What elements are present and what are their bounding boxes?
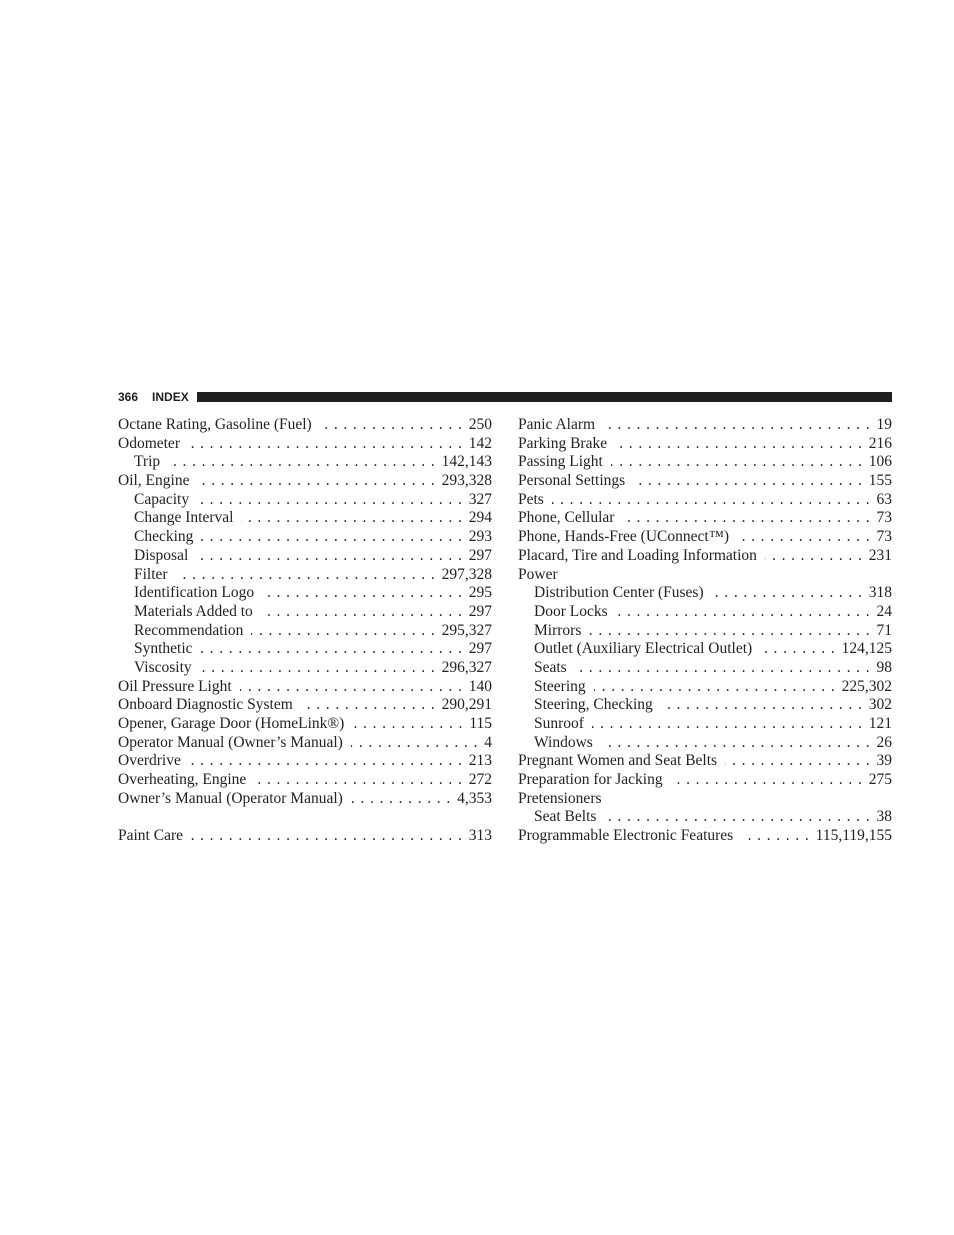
entry-label: Windows (534, 733, 593, 751)
entry-page-ref: 295 (468, 584, 492, 602)
dot-leader (352, 715, 463, 734)
entry-label: Steering (534, 677, 586, 695)
entry-label: Mirrors (534, 621, 582, 639)
dot-leader (251, 622, 435, 641)
dot-leader (351, 734, 478, 753)
entry-label: Overheating, Engine (118, 771, 247, 789)
index-entry (518, 771, 892, 790)
entry-page-ref: 290,291 (441, 696, 492, 714)
entry-label: Onboard Diagnostic System (118, 696, 293, 714)
dot-leader (741, 827, 809, 846)
index-subentry (518, 808, 892, 827)
dot-leader (611, 453, 863, 472)
entry-page-ref: 124,125 (841, 640, 892, 658)
entry-label: Owner’s Manual (Operator Manual) (118, 789, 343, 807)
dot-leader (601, 734, 871, 753)
index-subentry (518, 715, 892, 734)
entry-page-ref: 71 (876, 621, 892, 639)
dot-leader (594, 678, 836, 697)
entry-page-ref: 318 (868, 584, 892, 602)
page-number: 366 (118, 390, 139, 404)
dot-leader (262, 584, 463, 603)
entry-label: Opener, Garage Door (HomeLink®) (118, 715, 345, 732)
entry-page-ref: 302 (868, 696, 892, 714)
entry-page-ref: 24 (876, 602, 892, 620)
entry-page-ref: 275 (868, 771, 892, 789)
index-subentry (118, 584, 492, 603)
entry-page-ref: 225,302 (841, 677, 892, 695)
index-entry (518, 547, 892, 566)
dot-leader (351, 790, 451, 809)
entry-page-ref: 142 (468, 434, 492, 452)
index-subentry (518, 622, 892, 641)
index-entry (518, 472, 892, 491)
index-subentry (118, 640, 492, 659)
index-entry (118, 752, 492, 771)
header-rule (197, 392, 892, 402)
page-header (118, 389, 892, 405)
entry-page-ref: 63 (876, 490, 892, 508)
entry-page-ref: 73 (876, 528, 892, 546)
index-entry (118, 734, 492, 753)
dot-leader (196, 547, 463, 566)
index-subentry (118, 509, 492, 528)
index-subentry (118, 547, 492, 566)
dot-leader (552, 491, 871, 510)
dot-leader (261, 603, 463, 622)
dot-leader (189, 752, 463, 771)
index-subentry (118, 491, 492, 510)
dot-leader (712, 584, 863, 603)
entry-label: Phone, Hands-Free (UConnect™) (518, 528, 730, 546)
dot-leader (176, 566, 436, 585)
entry-label: Steering, Checking (534, 696, 653, 714)
dot-leader (760, 640, 835, 659)
entry-page-ref: 39 (876, 752, 892, 770)
index-entry (118, 771, 492, 790)
entry-page-ref: 327 (468, 490, 492, 508)
entry-page-ref: 106 (868, 453, 892, 471)
entry-page-ref: 231 (868, 546, 892, 564)
index-entry (518, 528, 892, 547)
dot-leader (633, 472, 863, 491)
entry-label: Panic Alarm (518, 416, 596, 433)
entry-page-ref: 4 (484, 733, 492, 751)
entry-page-ref: 294 (468, 509, 492, 527)
entry-page-ref: 297 (468, 602, 492, 620)
dot-leader (575, 659, 871, 678)
index-subentry (518, 734, 892, 753)
entry-page-ref: 115 (469, 715, 492, 732)
index-subentry (518, 659, 892, 678)
entry-page-ref: 295,327 (441, 621, 492, 639)
index-subentry (518, 696, 892, 715)
entry-label: Parking Brake (518, 434, 608, 452)
dot-leader (201, 640, 463, 659)
entry-page-ref: 213 (468, 752, 492, 770)
entry-label: Overdrive (118, 752, 181, 770)
entry-label: Phone, Cellular (518, 509, 615, 527)
entry-label: Operator Manual (Owner’s Manual) (118, 733, 343, 751)
entry-label: Recommendation (134, 621, 244, 639)
index-subentry (118, 453, 492, 472)
entry-page-ref: 297 (468, 640, 492, 658)
entry-label: Pregnant Women and Seat Belts (518, 752, 718, 770)
index-subentry (518, 678, 892, 697)
index-subentry (518, 603, 892, 622)
entry-label: Odometer (118, 434, 180, 452)
dot-leader (301, 696, 436, 715)
dot-leader (589, 622, 870, 641)
dot-leader (254, 771, 462, 790)
index-subentry (518, 640, 892, 659)
index-subentry (118, 659, 492, 678)
entry-page-ref: 313 (468, 827, 492, 845)
index-subentry (118, 566, 492, 585)
entry-label: Trip (134, 453, 161, 471)
entry-label: Seat Belts (534, 808, 597, 826)
dot-leader (240, 678, 463, 697)
entry-label: Placard, Tire and Loading Information (518, 546, 757, 564)
dot-leader (615, 435, 863, 454)
index-entry (118, 472, 492, 491)
index-subentry (118, 622, 492, 641)
dot-leader (201, 528, 462, 547)
entry-page-ref: 19 (876, 416, 892, 433)
dot-leader (241, 509, 462, 528)
dot-leader (200, 659, 436, 678)
entry-label: Filter (134, 565, 168, 583)
index-column-right (518, 416, 892, 846)
entry-label: Pets (518, 490, 544, 508)
index-subentry (518, 584, 892, 603)
entry-label: Preparation for Jacking (518, 771, 663, 789)
dot-leader (188, 435, 463, 454)
entry-page-ref: 250 (468, 416, 492, 433)
entry-page-ref: 140 (468, 677, 492, 695)
index-entry (518, 509, 892, 528)
dot-leader (320, 416, 463, 435)
index-entry (518, 752, 892, 771)
dot-leader (737, 528, 870, 547)
entry-page-ref: 296,327 (441, 658, 492, 676)
index-entry (118, 790, 492, 809)
entry-label: Paint Care (118, 827, 183, 845)
entry-label: Distribution Center (Fuses) (534, 584, 704, 602)
entry-label: Capacity (134, 490, 190, 508)
index-entry (118, 435, 492, 454)
entry-page-ref: 26 (876, 733, 892, 751)
entry-label: Oil, Engine (118, 472, 190, 490)
entry-label: Door Locks (534, 602, 608, 620)
index-entry (518, 827, 892, 846)
entry-page-ref: 293,328 (441, 472, 492, 490)
dot-leader (603, 416, 870, 435)
dot-leader (725, 752, 870, 771)
entry-label: Checking (134, 528, 194, 546)
entry-label: Outlet (Auxiliary Electrical Outlet) (534, 640, 753, 658)
index-entry (518, 566, 892, 585)
index-entry (518, 790, 892, 809)
entry-spacer (118, 808, 492, 827)
entry-label: Disposal (134, 546, 189, 564)
entry-page-ref: 142,143 (441, 453, 492, 471)
entry-page-ref: 297 (468, 546, 492, 564)
entry-page-ref: 98 (876, 658, 892, 676)
index-entry (118, 416, 492, 435)
entry-label: Oil Pressure Light (118, 677, 232, 695)
entry-page-ref: 38 (876, 808, 892, 826)
section-title: INDEX (152, 390, 189, 404)
entry-label: Synthetic (134, 640, 193, 658)
index-entry (118, 696, 492, 715)
dot-leader (661, 696, 863, 715)
index-entry (518, 453, 892, 472)
dot-leader (765, 547, 863, 566)
entry-page-ref: 293 (468, 528, 492, 546)
dot-leader (191, 827, 463, 846)
entry-label: Pretensioners (518, 789, 602, 807)
dot-leader (622, 509, 870, 528)
entry-page-ref: 115,119,155 (815, 827, 892, 845)
entry-label: Personal Settings (518, 472, 626, 490)
entry-label: Programmable Electronic Features (518, 827, 734, 845)
entry-page-ref: 4,353 (457, 789, 492, 807)
index-entry (518, 491, 892, 510)
entry-label: Materials Added to (134, 602, 253, 620)
entry-page-ref: 121 (868, 715, 892, 732)
entry-page-ref: 73 (876, 509, 892, 527)
index-column-left (118, 416, 492, 846)
entry-page-ref: 155 (868, 472, 892, 490)
entry-page-ref: 216 (868, 434, 892, 452)
index-entry (118, 715, 492, 734)
entry-label: Octane Rating, Gasoline (Fuel) (118, 416, 312, 433)
index-entry (518, 416, 892, 435)
dot-leader (604, 808, 870, 827)
entry-label: Seats (534, 658, 567, 676)
dot-leader (616, 603, 871, 622)
entry-label: Power (518, 565, 558, 583)
entry-page-ref: 297,328 (441, 565, 492, 583)
index-subentry (118, 603, 492, 622)
dot-leader (197, 491, 463, 510)
dot-leader (671, 771, 863, 790)
entry-label: Identification Logo (134, 584, 255, 602)
entry-label: Viscosity (134, 658, 192, 676)
index-entry (118, 827, 492, 846)
entry-label: Sunroof (534, 715, 584, 732)
entry-page-ref: 272 (468, 771, 492, 789)
dot-leader (197, 472, 435, 491)
dot-leader (168, 453, 435, 472)
index-entry (518, 435, 892, 454)
index-entry (118, 678, 492, 697)
dot-leader (592, 715, 863, 734)
index-subentry (118, 528, 492, 547)
entry-label: Passing Light (518, 453, 603, 471)
entry-label: Change Interval (134, 509, 234, 527)
